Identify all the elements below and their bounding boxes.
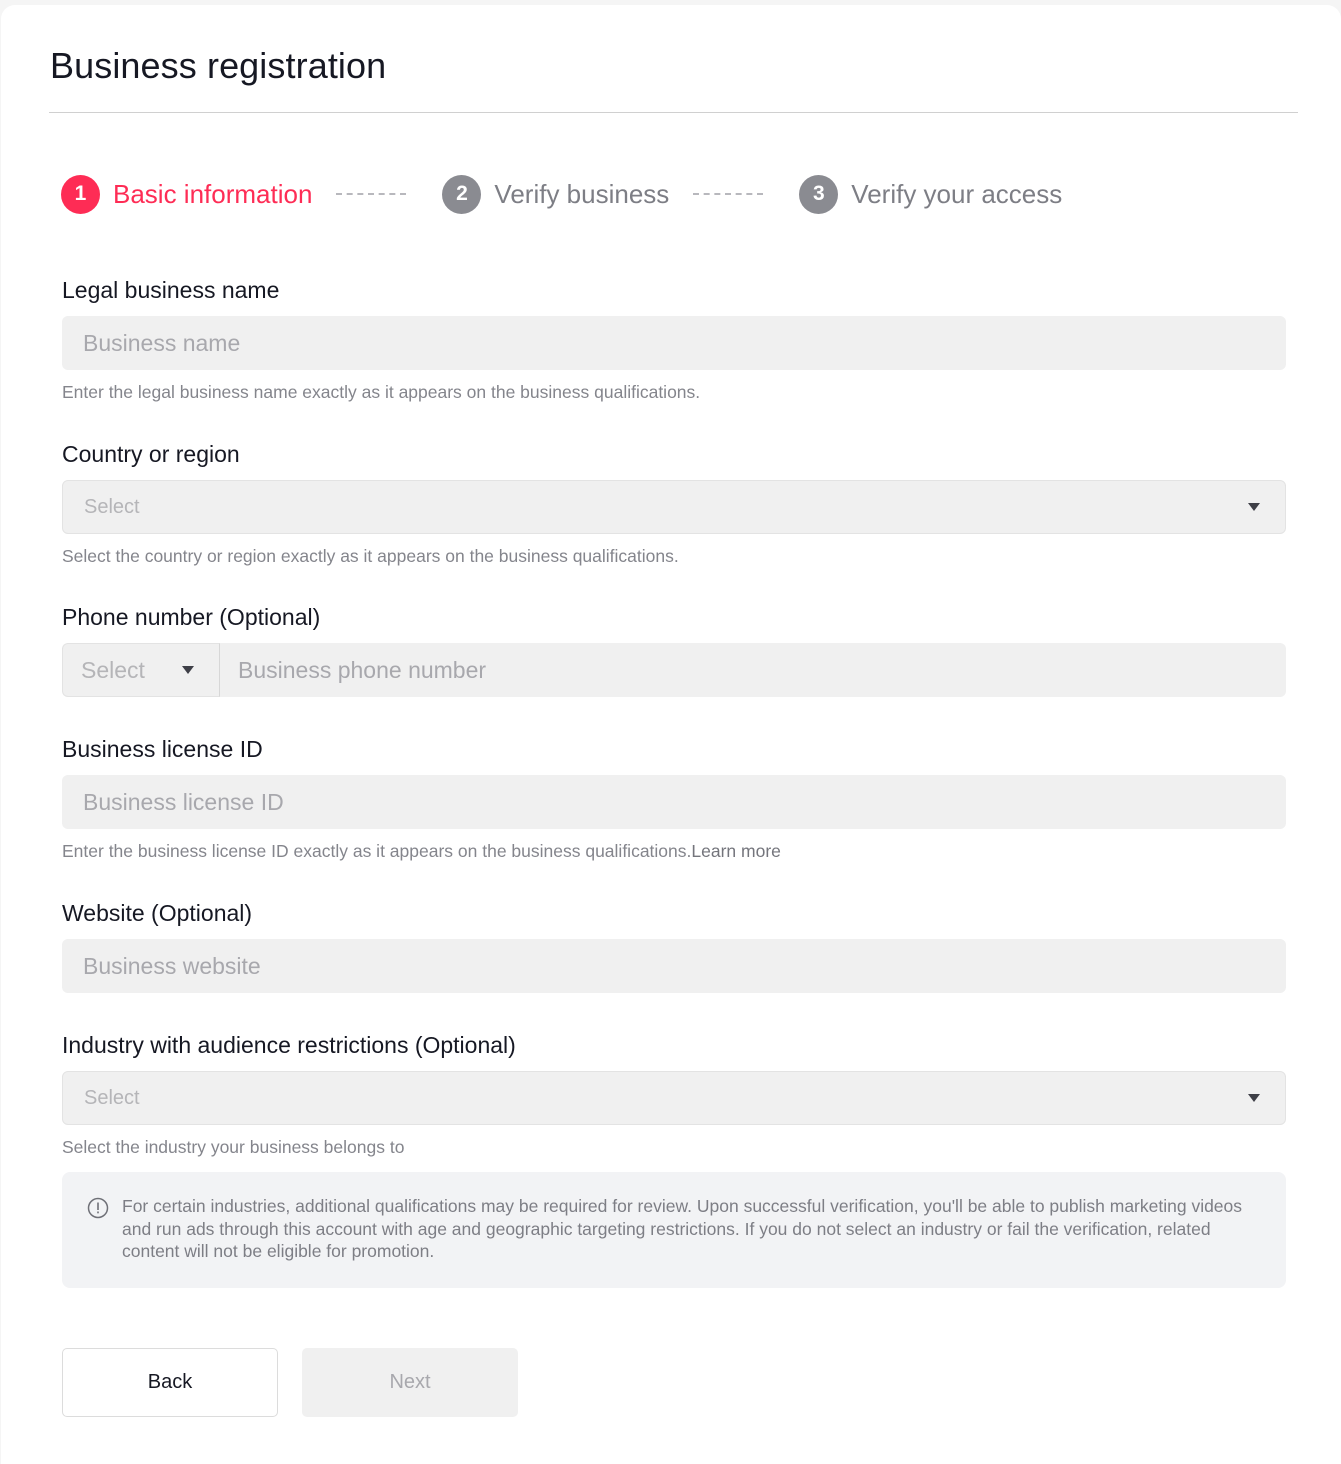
step-number-badge: 2	[442, 175, 481, 214]
step-label: Basic information	[113, 178, 313, 209]
select-value: Select	[84, 1086, 140, 1109]
phone-input-group	[62, 643, 1286, 697]
legal-business-name-field	[62, 277, 1286, 403]
industry-field	[62, 1032, 1286, 1158]
caret-down-icon	[182, 666, 194, 674]
page-title: Business registration	[50, 45, 387, 86]
title-divider	[49, 112, 1298, 113]
country-select[interactable]	[62, 480, 1286, 534]
field-label: Business license ID	[62, 736, 263, 762]
country-code-select[interactable]	[62, 643, 220, 697]
helper-text: Select the country or region exactly as it appears on the business qualifications.	[62, 546, 679, 566]
helper-text: Select the industry your business belongs to	[62, 1137, 405, 1157]
phone-number-field	[62, 604, 1286, 697]
caret-down-icon	[1248, 1094, 1260, 1102]
field-label: Legal business name	[62, 277, 280, 303]
back-button[interactable]: Back	[62, 1348, 278, 1417]
field-label: Industry with audience restrictions (Optional)	[62, 1032, 516, 1058]
info-circle-icon	[87, 1197, 109, 1219]
business-website-input[interactable]	[62, 939, 1286, 993]
country-region-field	[62, 441, 1286, 567]
field-label: Country or region	[62, 441, 240, 467]
helper-text: Enter the legal business name exactly as it appears on the business qualifications.	[62, 382, 701, 402]
learn-more-link[interactable]: Learn more	[691, 841, 781, 861]
step-connector	[693, 193, 763, 195]
caret-down-icon	[1248, 503, 1260, 511]
progress-stepper	[61, 174, 1062, 214]
field-label: Phone number (Optional)	[62, 604, 321, 630]
step-verify-business	[442, 175, 669, 214]
step-connector	[336, 193, 406, 195]
helper-text-body: Enter the business license ID exactly as it appears on the business qualifications.	[62, 841, 692, 861]
field-label: Website (Optional)	[62, 900, 253, 926]
step-label: Verify business	[494, 178, 670, 209]
input-placeholder: Business name	[83, 329, 241, 356]
step-label: Verify your access	[851, 178, 1063, 209]
step-number-badge: 3	[799, 175, 838, 214]
business-license-input[interactable]	[62, 775, 1286, 829]
input-placeholder: Business license ID	[83, 788, 284, 815]
website-field	[62, 900, 1286, 993]
step-number-badge: 1	[61, 175, 100, 214]
industry-notice	[62, 1172, 1286, 1288]
business-license-field	[62, 736, 1286, 862]
helper-text	[62, 841, 1286, 862]
input-placeholder: Business phone number	[238, 656, 487, 683]
next-button[interactable]: Next	[302, 1348, 518, 1417]
select-value: Select	[84, 495, 140, 518]
select-value: Select	[81, 656, 145, 683]
step-basic-information	[61, 175, 312, 214]
business-name-input[interactable]	[62, 316, 1286, 370]
step-verify-access	[799, 175, 1062, 214]
registration-card	[1, 5, 1341, 1464]
notice-text: For certain industries, additional qualifications may be required for review. Upon successful verification, you'll be able to publish marketing videos and run ads through this account with age and geographic targeting restrictions. If you do not select an industry or fail the verification, related content will not be eligible for promotion.	[122, 1196, 1243, 1261]
industry-select[interactable]	[62, 1071, 1286, 1125]
phone-number-input[interactable]	[220, 643, 1286, 697]
input-placeholder: Business website	[83, 952, 261, 979]
